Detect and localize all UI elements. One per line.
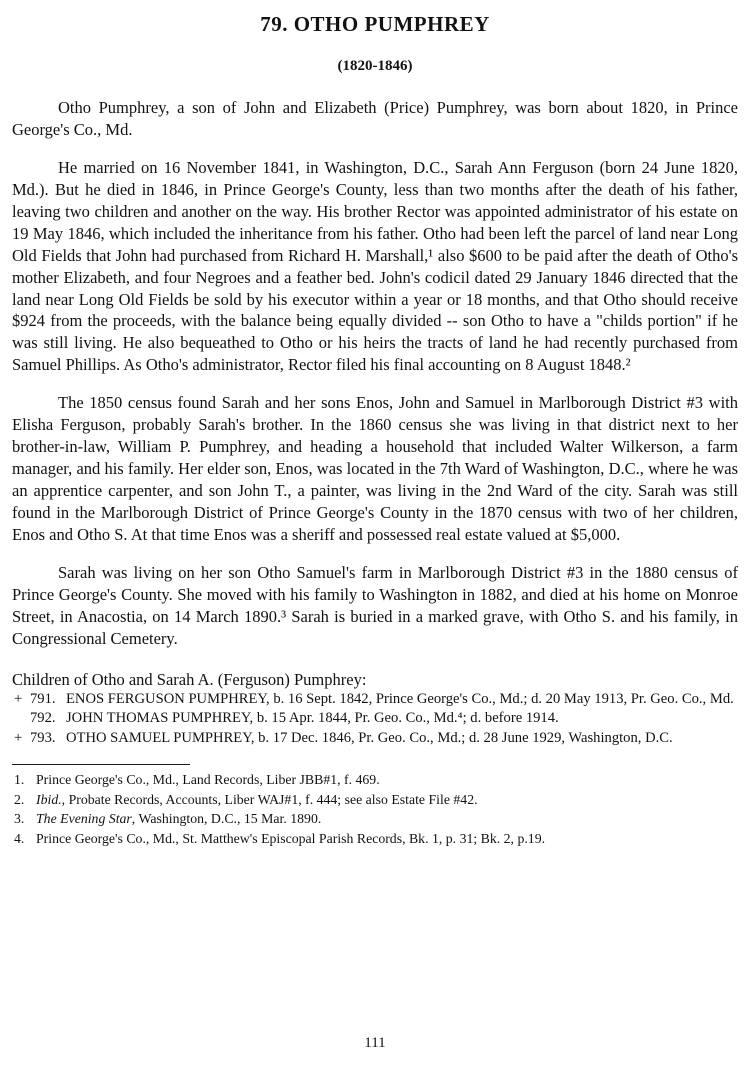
child-details: ENOS FERGUSON PUMPHREY, b. 16 Sept. 1842, Prince George's Co., Md.; d. 20 May 1913, Pr. Geo. Co., Md.: [66, 691, 734, 707]
footnote-text: Prince George's Co., Md., St. Matthew's Episcopal Parish Records, Bk. 1, p. 31; Bk. 2, p.19.: [36, 831, 546, 847]
paragraph-marriage-estate: He married on 16 November 1841, in Washington, D.C., Sarah Ann Ferguson (born 24 June 1820, Md.). But he died in 1846, in Prince George's County, less than two months after the death of his father, leaving two children and another on the way. His brother Rector was appointed administrator of his estate on 19 May 1846, which included the inheritance from his father. Otho had been left the parcel of land near Long Old Fields that John had purchased from Richard H. Marshall,¹ also $600 to be paid after the death of Otho's mother Elizabeth, and four Negroes and a feather bed. John's codicil dated 29 January 1846 directed that the land near Long Old Fields be sold by his executor within a year or 18 months, and that Otho should receive $924 from the proceeds, with the balance being equally divided -- son Otho to have a "childs portion" if he was still living. He also bequeathed to Otho or his heirs the tracts of land he had recently purchased from Samuel Phillips. As Otho's administrator, Rector filed his final accounting on 8 August 1848.²: [12, 157, 738, 375]
child-details: OTHO SAMUEL PUMPHREY, b. 17 Dec. 1846, Pr. Geo. Co., Md.; d. 28 June 1929, Washington, D.C.: [66, 729, 673, 746]
footnote-2: [12, 790, 738, 810]
paragraph-census-1880-death: Sarah was living on her son Otho Samuel's farm in Marlborough District #3 in the 1880 census of Prince George's County. She moved with his family to Washington in 1882, and died at his home on Monroe Street, in Anacostia, on 14 March 1890.³ Sarah is buried in a marked grave, with Otho S. and his family, in Congressional Cemetery.: [12, 562, 738, 648]
child-plus-marker: +: [14, 691, 23, 707]
footnote-3: [12, 809, 738, 829]
paragraph-birth: Otho Pumphrey, a son of John and Elizabeth (Price) Pumphrey, was born about 1820, in Prince George's Co., Md.: [12, 98, 738, 139]
child-entry-793: [12, 729, 738, 748]
footnote-1: [12, 770, 738, 790]
child-entry-791: [12, 690, 738, 709]
footnote-number: 1.: [14, 771, 25, 787]
footnote-divider: [12, 764, 190, 765]
child-plus-marker: +: [14, 729, 23, 746]
child-number: 791.: [30, 691, 56, 707]
child-number: 793.: [30, 729, 56, 746]
child-details: JOHN THOMAS PUMPHREY, b. 15 Apr. 1844, Pr. Geo. Co., Md.⁴; d. before 1914.: [66, 710, 559, 727]
footnote-number: 2.: [14, 791, 25, 807]
footnote-text: The Evening Star, Washington, D.C., 15 Mar. 1890.: [36, 811, 322, 827]
page-subtitle: (1820-1846): [337, 58, 413, 74]
paragraph-census-1850-1870: The 1850 census found Sarah and her sons Enos, John and Samuel in Marlborough District #3 with Elisha Ferguson, probably Sarah's brother. In the 1860 census she was living in that district next to her brother-in-law, William P. Pumphrey, and heading a household that included Walter Wilkerson, a farm manager, and his family. Her elder son, Enos, was located in the 7th Ward of Washington, D.C., where he was an apprentice carpenter, and son John T., a painter, was living in the 2nd Ward of the city. Sarah was still found in the Marlborough District of Prince George's County in the 1870 census with two of her children, Enos and Otho S. At that time Enos was a sheriff and possessed real estate valued at $5,000.: [12, 393, 738, 544]
page-number: 111: [364, 1035, 386, 1051]
footnote-4: [12, 829, 738, 849]
children-heading: Children of Otho and Sarah A. (Ferguson) Pumphrey:: [12, 669, 367, 689]
footnote-number: 3.: [14, 811, 25, 827]
footnote-number: 4.: [14, 831, 25, 847]
child-number: 792.: [30, 710, 56, 727]
footnote-text: Ibid., Probate Records, Accounts, Liber WAJ#1, f. 444; see also Estate File #42.: [36, 791, 478, 807]
child-entry-792: [12, 709, 738, 728]
page-title: 79. OTHO PUMPHREY: [260, 12, 490, 36]
footnote-text: Prince George's Co., Md., Land Records, Liber JBB#1, f. 469.: [36, 771, 380, 787]
